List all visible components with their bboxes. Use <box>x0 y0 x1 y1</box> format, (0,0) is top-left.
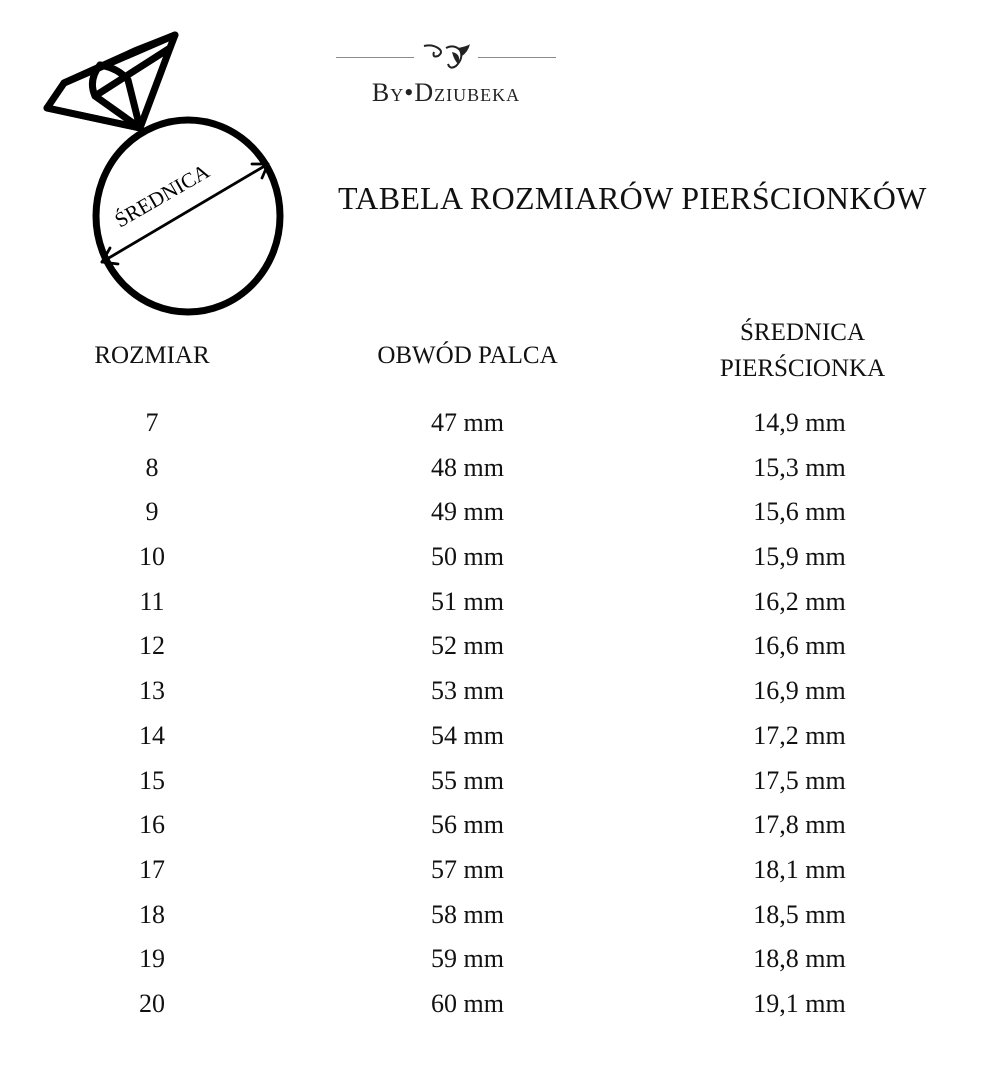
table-row <box>0 855 1000 900</box>
table-row <box>0 766 1000 811</box>
circumference-cell: 48 mm <box>431 452 504 482</box>
size-cell: 7 <box>145 408 159 437</box>
table-row <box>0 542 1000 587</box>
diameter-cell: 15,9 mm <box>753 542 846 572</box>
diameter-cell: 18,1 mm <box>753 854 846 884</box>
size-cell: 10 <box>139 542 165 572</box>
logo-divider-left <box>336 57 414 58</box>
diameter-cell: 17,8 mm <box>753 810 846 840</box>
column-header-diameter-line1: ŚREDNICA <box>739 319 865 346</box>
size-cell: 18 <box>139 899 165 929</box>
page-title: TABELA ROZMIARÓW PIERŚCIONKÓW <box>338 180 927 216</box>
table-row <box>0 944 1000 989</box>
table-row <box>0 900 1000 945</box>
brand-logo <box>336 42 556 112</box>
circumference-cell: 50 mm <box>431 542 504 572</box>
circumference-cell: 59 mm <box>431 944 504 974</box>
table-row <box>0 631 1000 676</box>
circumference-cell: 53 mm <box>431 676 504 706</box>
table-row <box>0 721 1000 766</box>
size-cell: 20 <box>139 988 165 1018</box>
size-cell: 8 <box>145 452 159 482</box>
diameter-cell: 16,2 mm <box>753 586 846 616</box>
circumference-cell: 60 mm <box>431 988 504 1018</box>
table-row <box>0 810 1000 855</box>
table-row <box>0 453 1000 498</box>
swirl-ornament-icon <box>418 42 474 72</box>
diameter-cell: 17,5 mm <box>753 765 846 795</box>
diameter-label: ŚREDNICA <box>110 159 214 233</box>
diameter-cell: 19,1 mm <box>753 988 846 1018</box>
circumference-cell: 57 mm <box>431 854 504 884</box>
diameter-cell: 18,5 mm <box>753 899 846 929</box>
column-header-circumference: OBWÓD PALCA <box>377 342 558 369</box>
table-row <box>0 497 1000 542</box>
circumference-cell: 51 mm <box>431 586 504 616</box>
circumference-cell: 47 mm <box>431 408 504 437</box>
column-header-diameter <box>680 315 925 387</box>
diameter-cell: 17,2 mm <box>753 720 846 750</box>
circumference-cell: 56 mm <box>431 810 504 840</box>
diameter-cell: 16,9 mm <box>753 676 846 706</box>
size-cell: 11 <box>139 586 165 616</box>
table-row <box>0 989 1000 1034</box>
size-table <box>0 408 1000 1034</box>
logo-divider-right <box>478 57 556 58</box>
diameter-cell: 16,6 mm <box>753 631 846 661</box>
size-cell: 14 <box>139 720 165 750</box>
circumference-cell: 54 mm <box>431 720 504 750</box>
circumference-cell: 58 mm <box>431 899 504 929</box>
size-cell: 17 <box>139 854 165 884</box>
diamond-ring-icon <box>40 28 300 323</box>
diameter-cell: 15,3 mm <box>753 452 846 482</box>
table-row <box>0 587 1000 632</box>
brand-name: By•Dziubeka <box>371 78 521 107</box>
size-cell: 12 <box>139 631 165 661</box>
circumference-cell: 52 mm <box>431 631 504 661</box>
size-cell: 15 <box>139 765 165 795</box>
table-row <box>0 408 1000 453</box>
size-cell: 19 <box>139 944 165 974</box>
size-cell: 13 <box>139 676 165 706</box>
circumference-cell: 49 mm <box>431 497 504 527</box>
size-cell: 9 <box>145 497 159 527</box>
column-header-diameter-line2: PIERŚCIONKA <box>719 355 886 382</box>
diameter-cell: 14,9 mm <box>753 408 846 437</box>
size-cell: 16 <box>139 810 165 840</box>
diameter-cell: 18,8 mm <box>753 944 846 974</box>
column-header-size: ROZMIAR <box>94 342 210 369</box>
circumference-cell: 55 mm <box>431 765 504 795</box>
diameter-cell: 15,6 mm <box>753 497 846 527</box>
table-row <box>0 676 1000 721</box>
